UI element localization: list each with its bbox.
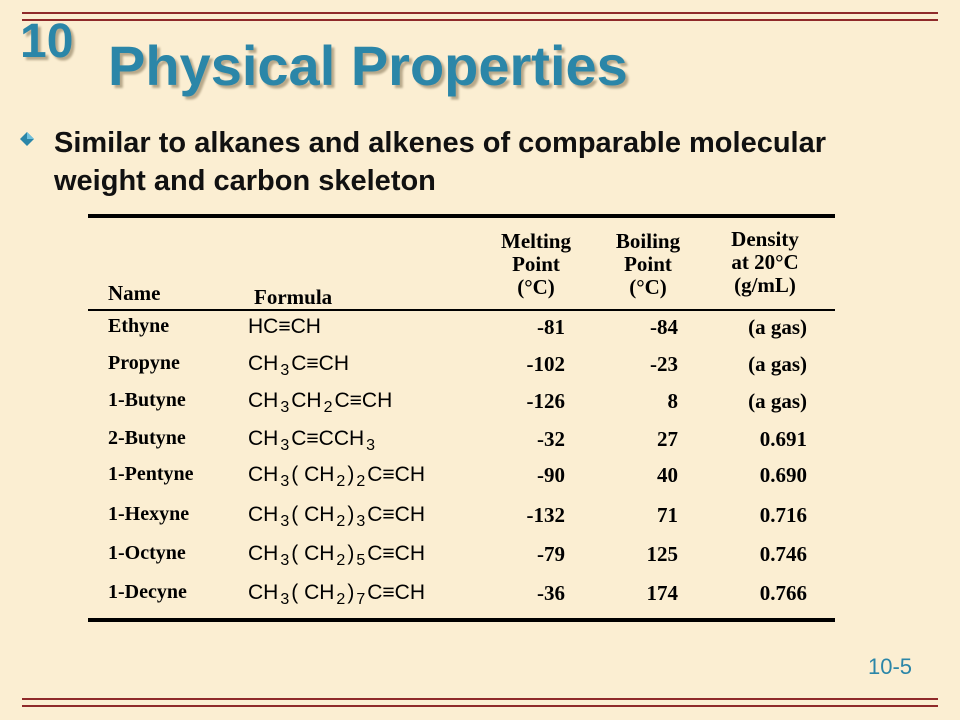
compound-name: 1-Decyne: [108, 581, 187, 603]
compound-formula: CH $_3$( CH $_2$) $_3$C≡CH: [248, 503, 425, 530]
density-value: 0.746: [759, 542, 807, 566]
density-value: (a gas): [748, 352, 807, 376]
boiling-point-value: -84: [650, 315, 678, 339]
table-bottom-rule: [88, 618, 835, 622]
melting-point-value: -36: [537, 581, 565, 605]
density-value: 0.766: [759, 581, 807, 605]
header-density: Density at 20°C (g/mL): [731, 227, 799, 297]
compound-name: Propyne: [108, 352, 180, 374]
bullet-text: Similar to alkanes and alkenes of comparable molecular weight and carbon skeleton: [54, 127, 827, 197]
header-boiling-point: Boiling Point (°C): [615, 229, 681, 299]
compound-formula: CH $_3$C≡CH: [248, 352, 349, 379]
bottom-rule: [22, 698, 938, 707]
table-header-rule: [88, 309, 835, 311]
melting-point-value: -81: [537, 315, 565, 339]
compound-name: 1-Hexyne: [108, 503, 190, 525]
melting-point-value: -32: [537, 427, 565, 451]
boiling-point-value: 8: [667, 389, 678, 413]
header-name: Name: [108, 281, 161, 305]
compound-name: 1-Octyne: [108, 542, 186, 564]
boiling-point-value: 125: [646, 542, 678, 566]
melting-point-value: -132: [526, 503, 565, 527]
diamond-bullet-icon: [20, 132, 34, 146]
compound-name: 1-Pentyne: [108, 463, 194, 485]
melting-point-value: -102: [526, 352, 565, 376]
boiling-point-value: 71: [657, 503, 678, 527]
melting-point-value: -126: [526, 389, 565, 413]
header-melting-point: Melting Point (°C): [501, 229, 571, 299]
compound-formula: CH $_3$C≡CCH $_3$: [248, 427, 376, 454]
boiling-point-value: 40: [657, 463, 678, 487]
density-value: 0.716: [759, 503, 807, 527]
compound-formula: CH $_3$CH $_2$C≡CH: [248, 389, 393, 416]
top-rule: [22, 12, 938, 21]
density-value: (a gas): [748, 315, 807, 339]
table-top-rule: [88, 214, 835, 218]
compound-formula: CH $_3$( CH $_2$) $_7$C≡CH: [248, 581, 425, 608]
compound-name: 1-Butyne: [108, 389, 186, 411]
boiling-point-value: 27: [657, 427, 678, 451]
melting-point-value: -90: [537, 463, 565, 487]
header-formula: Formula: [254, 285, 333, 309]
chapter-number: 10: [20, 15, 74, 68]
boiling-point-value: 174: [646, 581, 678, 605]
melting-point-value: -79: [537, 542, 565, 566]
compound-formula: CH $_3$( CH $_2$) $_2$C≡CH: [248, 463, 425, 490]
slide-number: 10-5: [868, 654, 913, 679]
compound-formula: CH $_3$( CH $_2$) $_5$C≡CH: [248, 542, 425, 569]
compound-name: 2-Butyne: [108, 427, 186, 449]
density-value: 0.691: [759, 427, 807, 451]
properties-table: [88, 214, 835, 622]
density-value: 0.690: [759, 463, 807, 487]
compound-formula: HC≡CH: [248, 315, 321, 338]
boiling-point-value: -23: [650, 352, 678, 376]
compound-name: Ethyne: [108, 315, 170, 337]
slide-title: Physical Properties: [108, 34, 628, 97]
density-value: (a gas): [748, 389, 807, 413]
